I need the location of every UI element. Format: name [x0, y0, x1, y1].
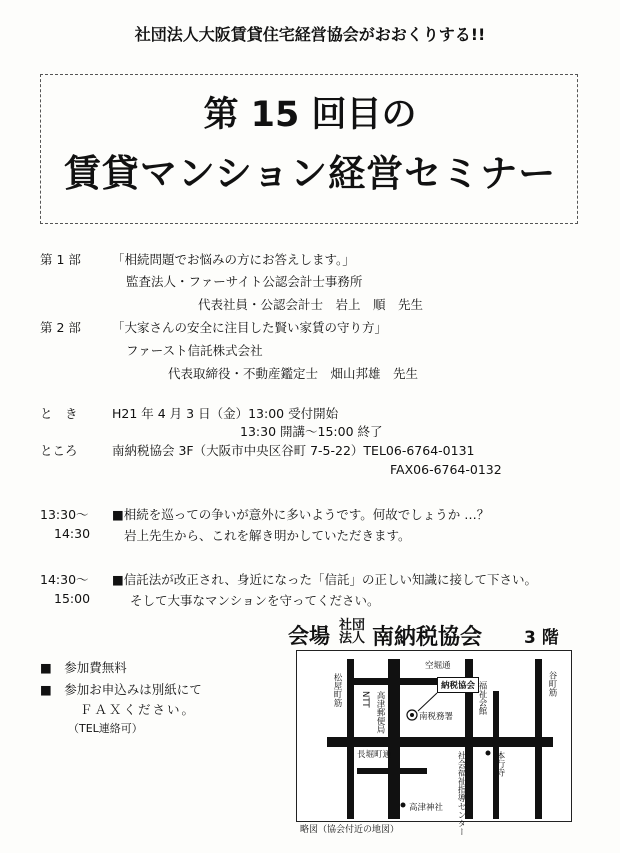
schedule2-line2: そして大事なマンションを守ってください。 — [130, 593, 380, 608]
where-line1: 南納税協会 3F（大阪市中央区谷町 7-5-22）TEL06-6764-0131 — [112, 443, 475, 458]
note-fee: ■ 参加費無料 — [40, 660, 127, 675]
part1-speaker: 代表社員・公認会計士 岩上 順 先生 — [198, 297, 424, 312]
venue-org-type — [339, 619, 365, 645]
schedule1-line2: 岩上先生から、これを解き明かしていただきます。 — [124, 528, 411, 543]
part2-topic: 「大家さんの安全に注目した賢い家賃の守り方」 — [112, 320, 388, 335]
venue-org-line1: 社団 — [339, 618, 366, 633]
part2-speaker: 代表取締役・不動産鑑定士 畑山邦雄 先生 — [168, 366, 419, 381]
note-apply2: ＦＡＸください。 — [80, 702, 197, 717]
schedule2-line1: ■信託法が改正され、身近になった「信託」の正しい知識に接して下さい。 — [112, 572, 538, 587]
map-label-takazu-yubin: 高津郵便局 — [375, 691, 385, 734]
map-label-nagahoridori: 長堀町通 — [357, 750, 392, 760]
note-apply3: （TEL連絡可） — [68, 722, 143, 735]
schedule2-end: 15:00 — [54, 591, 91, 606]
map-label-sorakaido: 空堀通 — [425, 661, 451, 671]
part2-org: ファースト信託株式会社 — [126, 343, 263, 358]
map-label-takazu-jinja: 高津神社 — [409, 803, 444, 813]
when-line1: H21 年 4 月 3 日（金）13:00 受付開始 — [112, 406, 339, 421]
map-label-matsuyamachi: 松屋町筋 — [332, 673, 342, 707]
schedule1-end: 14:30 — [54, 526, 91, 541]
note-apply1: ■ 参加お申込みは別紙にて — [40, 682, 202, 697]
schedule2-start: 14:30～ — [40, 572, 89, 587]
map-label-shakaifukushi: 社会福祉指導センター — [456, 751, 466, 836]
map-caption: 略図（協会付近の地図） — [300, 825, 400, 835]
venue-floor: 3 階 — [524, 628, 559, 648]
part1-org: 監査法人・ファーサイト公認会計士事務所 — [126, 274, 363, 289]
when-label: と き — [40, 406, 78, 421]
map-label-tanimachi: 谷町筋 — [547, 671, 557, 697]
where-fax: FAX06-6764-0132 — [390, 462, 502, 477]
map-label-ntt: NTT — [360, 691, 370, 708]
venue-org-line2: 法人 — [339, 631, 366, 646]
schedule1-start: 13:30～ — [40, 507, 89, 522]
road-small — [357, 768, 427, 774]
header-text: 社団法人大阪賃貸住宅経営協会がおおくりする!! — [134, 25, 486, 44]
part1-label: 第 1 部 — [40, 252, 81, 267]
part1-topic: 「相続問題でお悩みの方にお答えします。」 — [112, 252, 355, 267]
where-label: ところ — [40, 443, 78, 458]
seminar-number: 第 15 回目の — [203, 95, 417, 135]
map-label-nanzei-box: 納税協会 — [437, 677, 479, 693]
schedule1-line1: ■相続を巡っての争いが意外に多いようです。何故でしょうか …？ — [112, 507, 490, 522]
title-box — [40, 74, 578, 224]
map-label-honkyoji: 本行寺 — [495, 751, 505, 777]
part2-label: 第 2 部 — [40, 320, 81, 335]
seminar-title: 賃貸マンション経営セミナー — [63, 152, 557, 195]
map-label-minami-zeimusho: 南税務署 — [419, 712, 454, 722]
venue-prefix: 会場 — [288, 624, 330, 648]
road-nagahori — [327, 737, 553, 747]
map-label-fukushi: 福祉会館 — [477, 681, 487, 715]
when-line2: 13:30 開講～15:00 終了 — [240, 424, 383, 439]
venue-name: 南納税協会 — [372, 625, 483, 650]
